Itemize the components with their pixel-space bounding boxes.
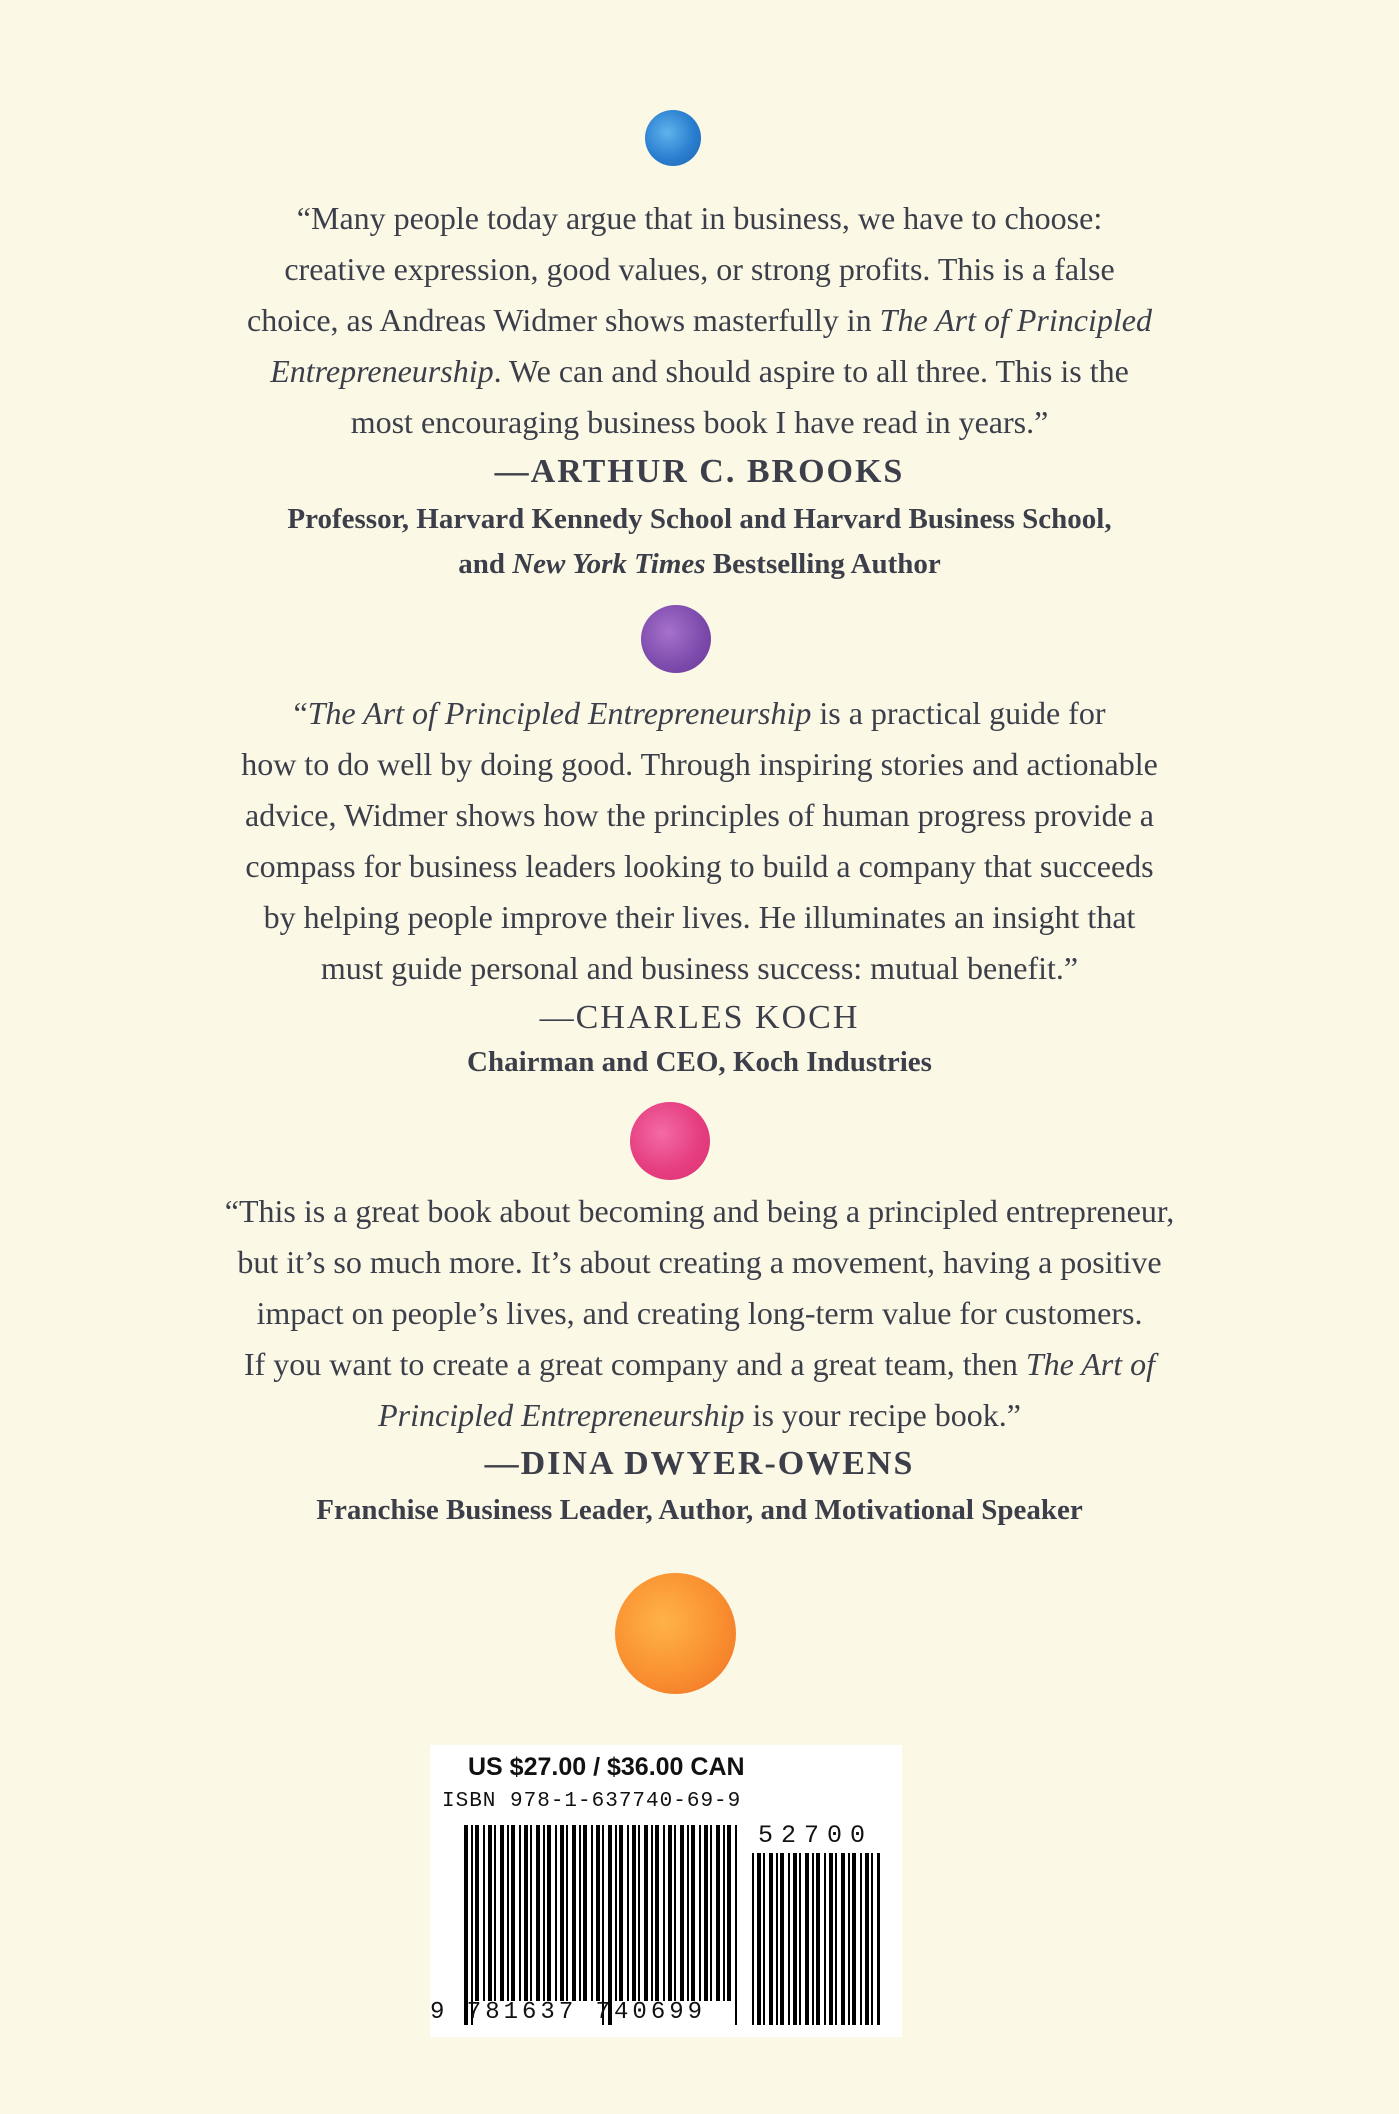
barcode-bar [583,1825,587,2001]
barcode-bar [769,1853,773,2025]
barcode-bar [816,1853,820,2025]
quote-author-arthur-brooks: —ARTHUR C. BROOKS [494,453,905,490]
quote-line: Entrepreneurship. We can and should aspire to all three. This is the [270,353,1129,389]
quote-line: choice, as Andreas Widmer shows masterfully in The Art of Principled [247,302,1152,338]
barcode-bar [555,1825,557,2001]
quote-dina-dwyer-owens [120,1186,1279,1441]
barcode-bar [668,1825,672,2001]
barcode-bar [710,1825,712,2001]
barcode-bar [835,1853,837,2025]
barcode-bar [841,1853,845,2025]
barcode-bar [507,1825,509,2001]
barcode-bar [500,1825,504,2001]
barcode-bar [871,1853,873,2025]
barcode-bar [727,1825,731,2001]
barcode-bar [543,1825,545,2001]
barcode-bar [566,1825,568,2001]
barcode-bar [674,1825,676,2001]
barcode-bar [511,1825,515,2001]
barcode-bar [494,1825,496,2001]
quote-line: Principled Entrepreneurship is your recipe book.” [378,1397,1021,1433]
barcode-bar [848,1853,850,2025]
quote-line: “The Art of Principled Entrepreneurship is a practical guide for [293,695,1106,731]
quote-affiliation: Franchise Business Leader, Author, and Motivational Speaker [316,1494,1083,1526]
barcode-bar [579,1825,581,2001]
quote-line: If you want to create a great company and a great team, then The Art of [243,1346,1156,1382]
barcode-bar [572,1825,576,2001]
barcode-bar [464,1825,468,2025]
addon-barcode [752,1853,880,2025]
quote-line: most encouraging business book I have read in years.” [350,404,1049,440]
blue-watercolor-dot [645,110,701,166]
barcode-bar [488,1825,492,2001]
barcode-bar [530,1825,532,2001]
quote-charles-koch [120,688,1279,994]
barcode-bar [877,1853,880,2025]
barcode-bar [793,1853,797,2025]
quote-arthur-brooks [120,193,1279,448]
barcode-bar [602,1825,604,2025]
quote-author-charles-koch: —CHARLES KOCH [539,999,860,1036]
quote-affiliation: Chairman and CEO, Koch Industries [467,1046,932,1078]
barcode-bar [655,1825,659,2001]
barcode-bar [757,1853,761,2025]
barcode-bar [691,1825,695,2001]
barcode-bar [735,1825,737,2025]
barcode-bar [560,1825,564,2001]
quote-affiliation-line2: and New York Times Bestselling Author [458,548,941,580]
orange-watercolor-dot [615,1573,736,1694]
barcode-bar [788,1853,790,2025]
quote-line: must guide personal and business success: mutual benefit.” [320,950,1079,986]
quote-line: “This is a great book about becoming and being a principled entrepreneur, [224,1193,1175,1229]
price-text: US $27.00 / $36.00 CAN [468,1753,745,1781]
quote-line: how to do well by doing good. Through inspiring stories and actionable [241,746,1158,782]
barcode-bar [829,1853,833,2025]
barcode-bar [547,1825,551,2001]
quote-affiliation-line1: Professor, Harvard Kennedy School and Harvard Business School, [287,503,1112,535]
barcode-bar [680,1825,684,2001]
barcode-label [430,1745,902,2037]
barcode-bar [471,1825,473,2025]
quote-line: advice, Widmer shows how the principles of human progress provide a [244,797,1154,833]
isbn-barcode [464,1825,742,2025]
barcode-bar [475,1825,479,2001]
barcode-bar [805,1853,809,2025]
purple-watercolor-dot [641,605,711,673]
barcode-bar [615,1825,617,2001]
barcode-bar [799,1853,801,2025]
barcode-bar [763,1853,765,2025]
barcode-bar [519,1825,521,2001]
pink-watercolor-dot [630,1102,710,1180]
barcode-bar [852,1853,856,2025]
quote-line: but it’s so much more. It’s about creating a movement, having a positive [237,1244,1162,1280]
barcode-bar [638,1825,640,2001]
quote-author-dina-dwyer-owens: —DINA DWYER-OWENS [484,1445,915,1482]
barcode-bar [752,1853,754,2025]
barcode-bar [596,1825,600,2001]
barcode-bar [860,1853,862,2025]
barcode-bar [591,1825,593,2001]
barcode-bar [644,1825,648,2001]
barcode-bar [663,1825,665,2001]
barcode-bar [824,1853,826,2025]
barcode-bar [608,1825,612,2025]
barcode-bar [812,1853,814,2025]
barcode-bar [780,1853,784,2025]
quote-line: impact on people’s lives, and creating long-term value for customers. [256,1295,1143,1331]
isbn-text: ISBN 978-1-637740-69-9 [442,1790,742,1813]
barcode-bar [865,1853,869,2025]
barcode-bar [704,1825,708,2001]
quote-line: compass for business leaders looking to build a company that succeeds [245,848,1154,884]
barcode-bar [627,1825,629,2001]
addon-digits: 52700 [758,1821,874,1850]
barcode-bar [716,1825,720,2001]
barcode-bar [524,1825,528,2001]
barcode-bar [687,1825,689,2001]
quote-line: creative expression, good values, or strong profits. This is a false [284,251,1115,287]
barcode-bar [723,1825,725,2001]
barcode-bar [536,1825,540,2001]
barcode-bar [619,1825,623,2001]
barcode-bar [632,1825,636,2001]
quote-line: by helping people improve their lives. He illuminates an insight that [263,899,1136,935]
barcode-bar [699,1825,701,2001]
quote-line: “Many people today argue that in business, we have to choose: [296,200,1103,236]
barcode-digits: 9 781637 740699 [430,1999,707,2026]
barcode-bar [483,1825,485,2001]
barcode-bar [651,1825,653,2001]
barcode-bar [776,1853,778,2025]
